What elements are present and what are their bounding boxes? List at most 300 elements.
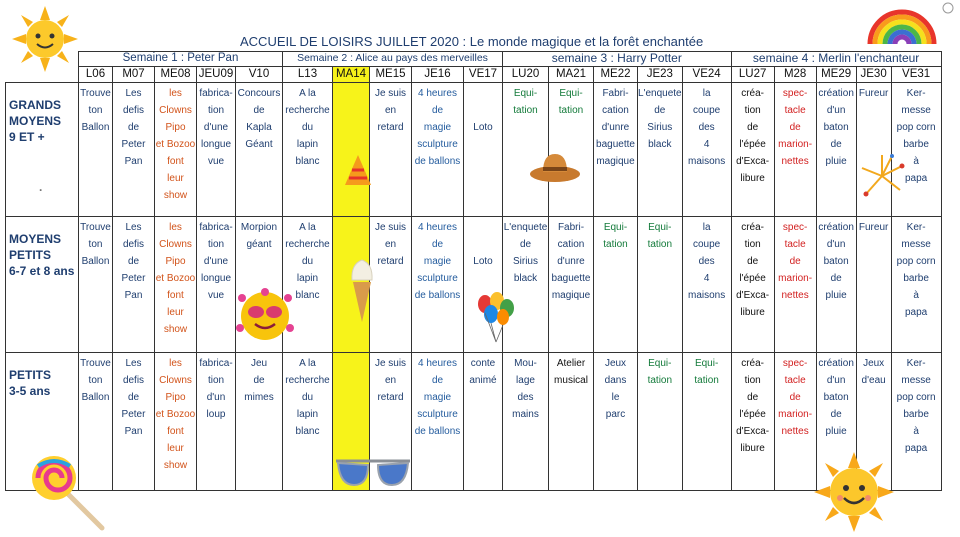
activity-line: Jeux [863, 358, 885, 369]
activity-line: de [431, 105, 444, 116]
activity-line: cation [557, 239, 585, 250]
activity-line: de ballons [414, 290, 461, 301]
activity-line: Atelier [556, 358, 586, 369]
activity-line: cation [602, 105, 629, 116]
activity-line: sculpture [417, 273, 458, 284]
activity-line: recherche [285, 105, 330, 116]
activity-cell [682, 353, 731, 491]
activity-line: A la [299, 358, 316, 369]
activity-line: Pipo [165, 256, 186, 267]
activity-line: tation [603, 239, 628, 250]
activity-line: Equi- [648, 358, 672, 369]
activity-line: pop corn [896, 256, 936, 267]
day-header-me29: ME29 [816, 67, 856, 83]
activity-cell [638, 83, 683, 217]
group-label [6, 217, 79, 353]
group-label-line: 3-5 ans [9, 384, 51, 398]
activity-line: et Bozoo [155, 139, 196, 150]
activity-cell [113, 353, 155, 491]
activity-line: 4 [703, 273, 710, 284]
activity-cell [774, 83, 816, 217]
activity-line: Kapla [246, 122, 272, 133]
activity-line: nettes [781, 426, 809, 437]
activity-line: papa [905, 307, 928, 318]
activity-line: tion [744, 239, 761, 250]
activity-line: Equi- [603, 222, 628, 233]
smiling-sun-icon [814, 452, 894, 532]
activity-line: messe [901, 239, 931, 250]
activity-line: Equi- [694, 358, 719, 369]
day-header-ve17: VE17 [464, 67, 503, 83]
activity-line: de [654, 105, 666, 116]
activity-line: nettes [781, 290, 809, 301]
activity-line: Les [125, 88, 142, 99]
group-label-line: MOYENS [9, 114, 62, 128]
activity-line: retard [377, 392, 404, 403]
activity-line: Fabri- [602, 88, 629, 99]
activity-line: magique [551, 290, 591, 301]
activity-line: Ker- [906, 222, 926, 233]
activity-line: show [163, 190, 188, 201]
activity-line: des [698, 256, 715, 267]
activity-line: de [127, 392, 140, 403]
activity-line: géant [246, 239, 272, 250]
activity-line: blanc [295, 426, 320, 437]
activity-line: spec- [782, 88, 808, 99]
activity-line: en [384, 105, 397, 116]
activity-line: d'unre [601, 122, 630, 133]
activity-line: maisons [688, 156, 726, 167]
activity-cell [197, 217, 236, 353]
day-header-je30: JE30 [856, 67, 891, 83]
activity-line: lapin [296, 273, 319, 284]
activity-line [464, 85, 502, 102]
activity-line: vue [207, 290, 225, 301]
activity-cell [197, 353, 236, 491]
activity-line: créa- [741, 358, 765, 369]
activity-line: lage [516, 375, 535, 386]
activity-cell [113, 83, 155, 217]
activity-line: font [167, 156, 184, 167]
activity-line: Ballon [81, 122, 110, 133]
activity-line: parc [605, 409, 626, 420]
activity-line: de [747, 392, 759, 403]
activity-cell [682, 217, 731, 353]
activity-line: de [789, 256, 801, 267]
activity-line: messe [901, 375, 931, 386]
activity-line: Jeux [604, 358, 627, 369]
group-label [6, 83, 79, 217]
activity-line: coupe [693, 105, 721, 116]
activity-cell [155, 353, 197, 491]
activity-line: la [702, 222, 711, 233]
activity-cell [891, 353, 941, 491]
activity-line: Je suis [374, 358, 407, 369]
activity-cell [856, 217, 891, 353]
cowboy-hat-icon [529, 150, 581, 184]
activity-line: Loto [473, 256, 493, 267]
activity-line: d'un [206, 392, 226, 403]
activity-line: papa [905, 443, 928, 454]
activity-line [464, 219, 502, 236]
group-label-line: PETITS [9, 248, 52, 262]
activity-line: et Bozoo [155, 409, 196, 420]
day-header-ve31: VE31 [891, 67, 941, 83]
activity-line: barbe [903, 409, 929, 420]
activity-cell [464, 83, 503, 217]
activity-cell [283, 353, 333, 491]
activity-cell [412, 353, 464, 491]
activity-line: du [301, 392, 314, 403]
activity-line: d'une [203, 122, 229, 133]
activity-line: création [818, 222, 854, 233]
activity-line: marion- [778, 273, 813, 284]
activity-line: Clowns [159, 375, 192, 386]
activity-line: L'enquete [638, 88, 682, 99]
activity-line: fabrica- [199, 358, 233, 369]
activity-line: barbe [903, 139, 929, 150]
activity-line: d'eau [861, 375, 886, 386]
activity-cell [549, 353, 594, 491]
activity-line: d'un [826, 105, 846, 116]
activity-line: loup [206, 409, 226, 420]
activity-line: pop corn [896, 122, 936, 133]
ice-cream-icon [349, 256, 375, 324]
activity-line: des [698, 122, 715, 133]
activity-line: création [818, 358, 854, 369]
group-row [6, 83, 942, 217]
activity-line: A la [299, 88, 316, 99]
activity-line: en [384, 239, 397, 250]
activity-line: Peter [121, 273, 146, 284]
activity-line: baton [823, 392, 849, 403]
activity-line: en [384, 375, 397, 386]
activity-line: Fabri- [557, 222, 585, 233]
activity-line: de [747, 256, 759, 267]
activity-line: musical [554, 375, 588, 386]
activity-line: tacle [784, 105, 806, 116]
activity-line: defis [122, 105, 145, 116]
activity-line: black [648, 139, 672, 150]
activity-line: tion [744, 375, 761, 386]
activity-line: Clowns [159, 239, 192, 250]
activity-line: de [253, 105, 265, 116]
activity-line: baton [823, 256, 849, 267]
activity-line: font [167, 426, 184, 437]
activity-line: Pipo [165, 392, 186, 403]
group-label-line: MOYENS [9, 232, 62, 246]
activity-line: baguette [551, 273, 591, 284]
activity-line: tation [558, 105, 584, 116]
activity-line: tation [513, 105, 538, 116]
activity-line: recherche [285, 239, 330, 250]
week-1-header: Semaine 1 : Peter Pan [79, 52, 283, 67]
day-header-lu27: LU27 [731, 67, 774, 83]
day-header-l13: L13 [283, 67, 333, 83]
activity-line: Les [125, 222, 142, 233]
activity-cell [503, 353, 549, 491]
activity-line: d'un [826, 239, 846, 250]
activity-line: à [913, 426, 919, 437]
group-row [6, 353, 942, 491]
activity-line: mains [512, 409, 539, 420]
activity-line: Mou- [514, 358, 537, 369]
activity-line: lapin [296, 139, 319, 150]
activity-line: nettes [781, 156, 809, 167]
activity-line: de [789, 122, 801, 133]
activity-line: conte [470, 358, 496, 369]
activity-line: de ballons [414, 156, 461, 167]
day-header-me15: ME15 [370, 67, 412, 83]
activity-line: de [830, 409, 842, 420]
day-header-m07: M07 [113, 67, 155, 83]
day-header-me08: ME08 [155, 67, 197, 83]
info-icon [942, 2, 954, 14]
activity-line: Pipo [165, 122, 186, 133]
group-label-line: 6-7 et 8 ans [9, 264, 75, 278]
activity-line: de [747, 122, 759, 133]
activity-line: Géant [245, 139, 273, 150]
activity-line: blanc [295, 290, 320, 301]
activity-cell [638, 353, 683, 491]
day-header-ma14: MA14 [333, 67, 370, 83]
activity-cell [891, 217, 941, 353]
activity-line: Sirius [512, 256, 538, 267]
activity-line: retard [377, 256, 404, 267]
activity-line: de [127, 122, 140, 133]
activity-cell [412, 83, 464, 217]
activity-line: magique [596, 156, 635, 167]
activity-line: Je suis [374, 222, 407, 233]
activity-cell [283, 83, 333, 217]
activity-line: messe [901, 105, 931, 116]
activity-line: Trouve [80, 222, 111, 233]
activity-line: les [169, 88, 182, 99]
activity-line: defis [122, 375, 145, 386]
sunglasses-icon [334, 455, 412, 489]
day-header-jeu09: JEU09 [197, 67, 236, 83]
activity-line: créa- [741, 222, 765, 233]
rainbow-icon [866, 6, 938, 46]
activity-line: tion [207, 105, 225, 116]
activity-cell [370, 83, 412, 217]
activity-cell [464, 353, 503, 491]
activity-line: de [127, 256, 140, 267]
activity-line: 4 heures [418, 222, 457, 233]
activity-cell [236, 83, 283, 217]
activity-line: création [818, 88, 854, 99]
activity-line: Concours [237, 88, 281, 99]
activity-line: font [167, 290, 184, 301]
sun-face-icon [236, 288, 294, 344]
activity-line: A la [299, 222, 316, 233]
activity-line: Les [125, 358, 142, 369]
activity-line: Equi- [559, 88, 583, 99]
activity-line: black [513, 273, 538, 284]
day-header-me22: ME22 [594, 67, 638, 83]
activity-line: marion- [778, 139, 813, 150]
activity-cell [594, 83, 638, 217]
activity-line: sculpture [417, 139, 458, 150]
activity-line: maisons [688, 290, 726, 301]
sun-icon [12, 6, 78, 72]
activity-line: libure [740, 307, 765, 318]
activity-line: retard [377, 122, 404, 133]
activity-line: tation [647, 239, 673, 250]
activity-line: de [830, 139, 842, 150]
party-hat-icon [343, 153, 373, 189]
activity-line: pluie [825, 290, 847, 301]
activity-line: marion- [778, 409, 813, 420]
activity-line: lapin [296, 409, 319, 420]
activity-cell [79, 217, 113, 353]
balloons-icon [476, 292, 516, 344]
activity-line: Trouve [80, 88, 111, 99]
activity-cell [816, 217, 856, 353]
activity-cell [549, 217, 594, 353]
group-footnote: . [39, 180, 43, 194]
activity-line: leur [167, 443, 184, 454]
day-header-je16: JE16 [412, 67, 464, 83]
activity-line: d'Exca- [736, 290, 770, 301]
activity-line: tion [207, 239, 225, 250]
activity-cell [197, 83, 236, 217]
activity-line: blanc [295, 156, 320, 167]
activity-line: des [517, 392, 534, 403]
activity-cell [682, 83, 731, 217]
activity-line: les [169, 358, 182, 369]
activity-line: sculpture [417, 409, 458, 420]
activity-cell [731, 217, 774, 353]
activity-line: show [163, 460, 188, 471]
activity-cell [774, 217, 816, 353]
activity-cell [370, 217, 412, 353]
activity-line: de ballons [414, 426, 461, 437]
activity-cell [594, 353, 638, 491]
activity-line: libure [740, 173, 765, 184]
day-header-ve24: VE24 [682, 67, 731, 83]
activity-line: animé [469, 375, 497, 386]
activity-line: Equi- [648, 222, 672, 233]
activity-line: baton [823, 122, 849, 133]
activity-line: d'un [826, 375, 846, 386]
activity-line: barbe [903, 273, 929, 284]
activity-line: d'Exca- [736, 426, 770, 437]
day-header-m28: M28 [774, 67, 816, 83]
activity-line: Ker- [906, 88, 926, 99]
activity-cell [816, 83, 856, 217]
activity-line: Pan [124, 290, 143, 301]
lollipop-icon [28, 452, 108, 532]
activity-cell [412, 217, 464, 353]
activity-line: la [702, 88, 711, 99]
activity-line: Je suis [374, 88, 407, 99]
activity-line: coupe [693, 239, 721, 250]
group-row [6, 217, 942, 353]
activity-line [464, 102, 502, 119]
activity-line: Ker- [906, 358, 926, 369]
activity-line: du [301, 256, 314, 267]
activity-line: leur [167, 307, 184, 318]
activity-line: à [913, 156, 919, 167]
activity-line: l'épée [739, 139, 766, 150]
activity-line: de [789, 392, 801, 403]
activity-line: fabrica- [199, 88, 233, 99]
group-label-line: PETITS [9, 368, 52, 382]
activity-line: Morpion [240, 222, 278, 233]
activity-line: Clowns [159, 105, 192, 116]
activity-line: Ballon [81, 256, 110, 267]
activity-line: spec- [782, 222, 808, 233]
activity-line: L'enquete [503, 222, 548, 233]
activity-line: Sirius [647, 122, 673, 133]
activity-line: créa- [741, 88, 765, 99]
activity-cell [155, 83, 197, 217]
activity-line: Peter [121, 139, 146, 150]
day-header-l06: L06 [79, 67, 113, 83]
activity-line: du [301, 122, 314, 133]
activity-line: de [830, 273, 842, 284]
activity-line: 4 [703, 139, 710, 150]
activity-line: leur [167, 173, 184, 184]
activity-line: pluie [825, 156, 847, 167]
activity-line: tation [694, 375, 719, 386]
activity-line: de [253, 375, 265, 386]
activity-line: de [431, 239, 444, 250]
activity-cell [113, 217, 155, 353]
activity-line: spec- [782, 358, 808, 369]
week-4-header: semaine 4 : Merlin l'enchanteur [731, 52, 941, 67]
activity-line: vue [207, 156, 225, 167]
activity-line: tion [744, 105, 761, 116]
day-header-v10: V10 [236, 67, 283, 83]
activity-line: d'une [203, 256, 229, 267]
activity-cell [731, 83, 774, 217]
activity-line: Pan [124, 426, 143, 437]
activity-cell [155, 217, 197, 353]
group-label-line: GRANDS [9, 98, 62, 112]
activity-line: de [431, 375, 444, 386]
activity-line: magie [423, 392, 452, 403]
activity-line: defis [122, 239, 145, 250]
activity-cell [236, 353, 283, 491]
activity-line: d'unre [557, 256, 585, 267]
activity-line: d'Exca- [736, 156, 770, 167]
activity-line: Jeu [250, 358, 268, 369]
activity-line: libure [740, 443, 765, 454]
activity-line: dans [604, 375, 627, 386]
activity-line: longue [200, 139, 232, 150]
activity-line: ton [88, 375, 103, 386]
day-header-lu20: LU20 [503, 67, 549, 83]
firework-icon [858, 152, 906, 200]
activity-line: Pan [124, 156, 143, 167]
activity-line: tacle [784, 375, 806, 386]
activity-line: Loto [473, 122, 493, 133]
activity-line: magie [423, 122, 452, 133]
activity-line: tacle [784, 239, 806, 250]
activity-line: magie [423, 256, 452, 267]
activity-cell [731, 353, 774, 491]
activity-cell [774, 353, 816, 491]
activity-line: tion [207, 375, 225, 386]
group-label-line: 9 ET + [9, 130, 45, 144]
activity-line: l'épée [739, 273, 766, 284]
activity-line: 4 heures [418, 358, 457, 369]
activity-line: Fureur [858, 222, 889, 233]
activity-line: ton [88, 239, 103, 250]
activity-line: tation [647, 375, 673, 386]
